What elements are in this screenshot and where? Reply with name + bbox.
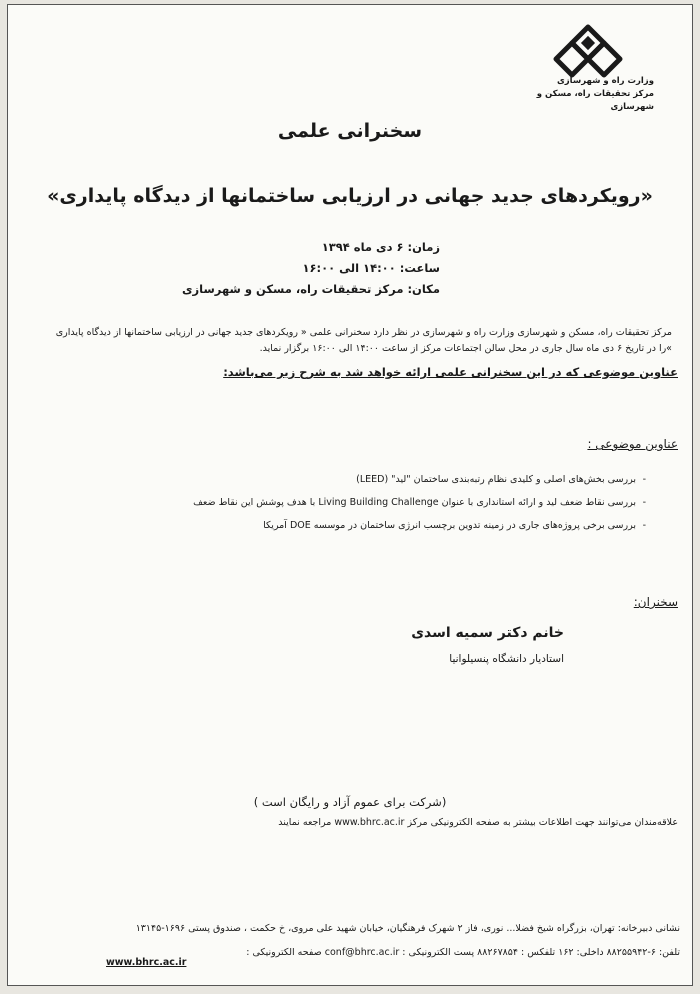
footer-contact: تلفن: ۶-۸۸۲۵۵۹۴۲ داخلی: ۱۶۲ تلفکس : ۸۸۲۶۷۸۵۴ پست الکترونیکی : conf@bhrc.ac.ir صفحه الکترونیکی :: [246, 947, 680, 958]
intro-paragraph: [32, 325, 672, 357]
list-item: - بررسی نقاط ضعف لید و ارائه استانداری با عنوان Living Building Challenge با هدف پوشش این نقاط ضعف: [193, 491, 646, 514]
website-note: علاقه‌مندان می‌توانند جهت اطلاعات بیشتر به صفحه الکترونیکی مرکز www.bhrc.ac.ir مراجعه نمایند: [278, 817, 678, 828]
event-time: ساعت: ۱۴:۰۰ الی ۱۶:۰۰: [302, 261, 440, 275]
intro-line-2: »را در تاریخ ۶ دی ماه سال جاری در محل سالن اجتماعات مرکز از ساعت ۱۴:۰۰ الی ۱۶:۰۰ برگزار نماید.: [259, 343, 672, 354]
event-details: [182, 237, 440, 300]
topics-subheading: عناوین موضوعی :: [587, 437, 678, 451]
footer-address: نشانی دبیرخانه: تهران، بزرگراه شیخ فضلا... نوری، فاز ۲ شهرک فرهنگیان، خیابان شهید علی مروی، خ حکمت ، صندوق پستی ۱۶۹۶-۱۳۱۴۵: [135, 923, 680, 934]
announcement-page: [7, 4, 693, 986]
footer-website-link[interactable]: www.bhrc.ac.ir: [106, 957, 187, 968]
lecture-headline: «رویکردهای جدید جهانی در ارزیابی ساختمانها از دیدگاه پایداری»: [47, 185, 653, 207]
speaker-name: خانم دکتر سمیه اسدی: [411, 625, 564, 641]
center-name: مرکز تحقیقات راه، مسکن و شهرسازی: [536, 89, 654, 112]
bhrc-logo-icon: [548, 23, 628, 79]
page-title: سخنرانی علمی: [277, 120, 423, 142]
event-place: مکان: مرکز تحقیقات راه، مسکن و شهرسازی: [182, 282, 440, 296]
topics-list: [193, 468, 646, 537]
event-date: زمان: ۶ دی ماه ۱۳۹۴: [321, 240, 440, 254]
list-item: - بررسی بخش‌های اصلی و کلیدی نظام رتبه‌بندی ساختمان "لید" (LEED): [193, 468, 646, 491]
topics-heading: عناوین موضوعی که در این سخنرانی علمی ارائه خواهد شد به شرح زیر می‌باشد:: [223, 365, 678, 379]
speakers-label: سخنران:: [633, 595, 678, 609]
public-note: (شرکت برای عموم آزاد و رایگان است ): [253, 795, 447, 809]
intro-line-1: مرکز تحقیقات راه، مسکن و شهرسازی وزارت راه و شهرسازی در نظر دارد سخنرانی علمی « رویکردهای جدید جهانی در ارزیابی ساختمانها از دیدگاه پایداری: [55, 327, 672, 338]
organization-name: [524, 75, 654, 114]
list-item: - بررسی برخی پروژه‌های جاری در زمینه تدوین برچسب انرژی ساختمان در موسسه DOE آمریکا: [193, 514, 646, 537]
speaker-role: استادیار دانشگاه پنسیلوانیا: [449, 653, 564, 665]
ministry-name: وزارت راه و شهرسازی: [556, 76, 654, 86]
